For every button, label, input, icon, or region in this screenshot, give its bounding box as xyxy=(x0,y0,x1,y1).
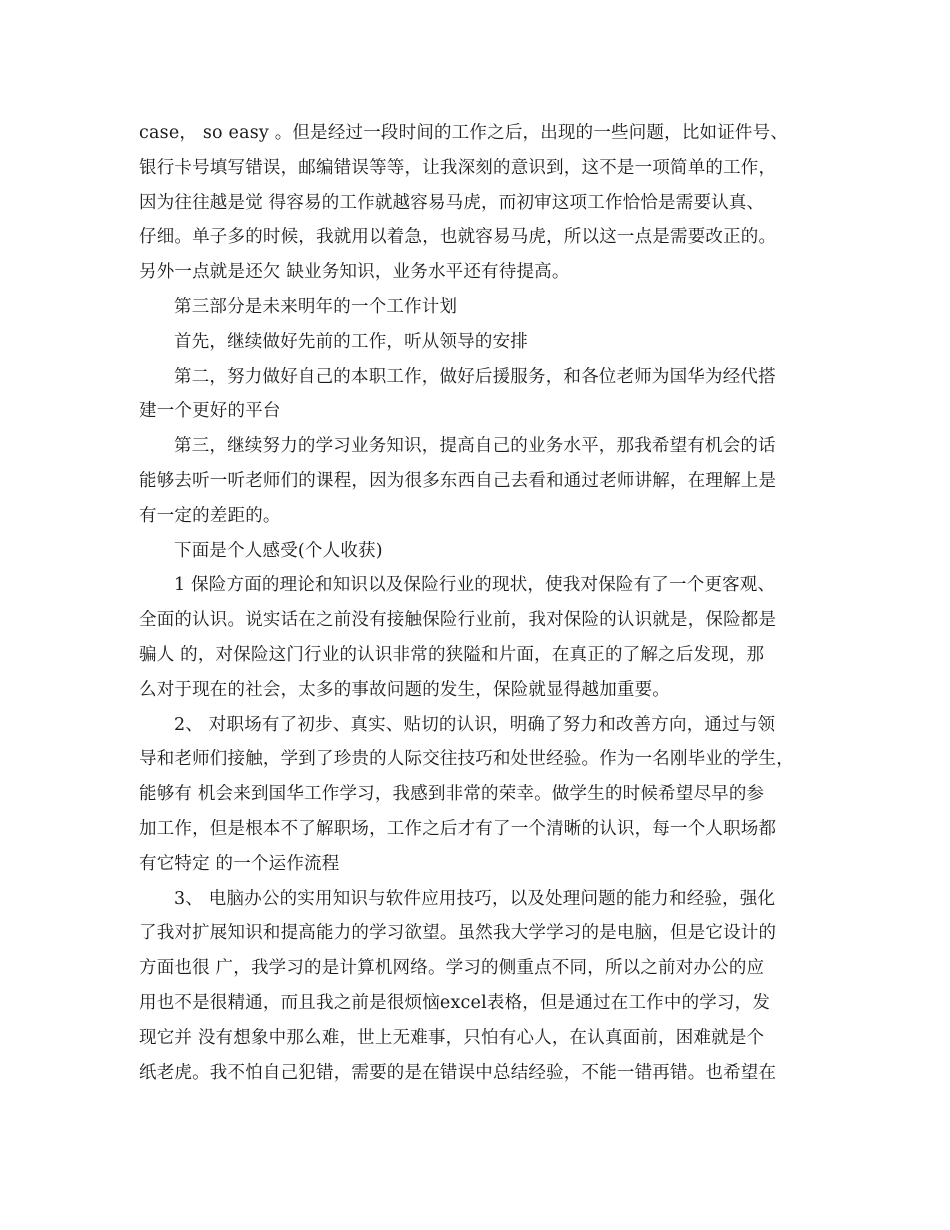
text-line: 导和老师们接触，学到了珍贵的人际交往技巧和处世经验。作为一名刚毕业的学生， xyxy=(139,749,794,770)
text-line: 加工作，但是根本不了解职场，工作之后才有了一个清晰的认识，每一个人职场都 xyxy=(139,818,777,839)
text-line: 用也不是很精通，而且我之前是很烦恼excel表格，但是通过在工作中的学习，发 xyxy=(139,992,771,1013)
text-line: 下面是个人感受(个人收获) xyxy=(174,540,383,561)
text-line: 有一定的差距的。 xyxy=(139,505,281,526)
text-line: 方面也很 广，我学习的是计算机网络。学习的侧重点不同，所以之前对办公的应 xyxy=(139,958,765,979)
text-line: 骗人 的，对保险这门行业的认识非常的狭隘和片面，在真正的了解之后发现，那 xyxy=(139,644,765,665)
text-line: 建一个更好的平台 xyxy=(139,401,281,422)
text-line: 首先，继续做好先前的工作，听从领导的安排 xyxy=(174,331,528,352)
text-line: 纸老虎。我不怕自己犯错，需要的是在错误中总结经验，不能一错再错。也希望在 xyxy=(139,1062,777,1083)
text-line: 第二，努力做好自己的本职工作，做好后援服务，和各位老师为国华为经代搭 xyxy=(174,366,776,387)
document-body xyxy=(139,116,829,1090)
text-line: 银行卡号填写错误，邮编错误等等，让我深刻的意识到，这不是一项简单的工作， xyxy=(139,157,777,178)
text-line: 么对于现在的社会，太多的事故问题的发生，保险就显得越加重要。 xyxy=(139,679,670,700)
text-line: case， so easy 。但是经过一段时间的工作之后，出现的一些问题，比如证件号、 xyxy=(139,123,789,143)
text-line: 第三部分是未来明年的一个工作计划 xyxy=(174,296,458,317)
text-line: 了我对扩展知识和提高能力的学习欲望。虽然我大学学习的是电脑，但是它设计的 xyxy=(139,923,777,944)
text-line: 能够去听一听老师们的课程，因为很多东西自己去看和通过老师讲解，在理解上是 xyxy=(139,470,777,491)
text-line: 3、 电脑办公的实用知识与软件应用技巧，以及处理问题的能力和经验，强化 xyxy=(174,888,776,909)
text-line: 有它特定 的一个运作流程 xyxy=(139,853,340,874)
text-line: 2、 对职场有了初步、真实、贴切的认识，明确了努力和改善方向，通过与领 xyxy=(174,714,776,735)
text-line: 仔细。单子多的时候，我就用以着急，也就容易马虎，所以这一点是需要改正的。 xyxy=(139,227,777,248)
text-line: 第三，继续努力的学习业务知识，提高自己的业务水平，那我希望有机会的话 xyxy=(174,436,776,457)
text-line: 因为往往越是觉 得容易的工作就越容易马虎，而初审这项工作恰恰是需要认真、 xyxy=(139,192,765,213)
text-line: 1 保险方面的理论和知识以及保险行业的现状，使我对保险有了一个更客观、 xyxy=(174,575,776,596)
text-line: 全面的认识。说实话在之前没有接触保险行业前，我对保险的认识就是，保险都是 xyxy=(139,610,777,631)
text-line: 能够有 机会来到国华工作学习，我感到非常的荣幸。做学生的时候希望尽早的参 xyxy=(139,784,765,805)
text-line: 现它并 没有想象中那么难，世上无难事，只怕有心人，在认真面前，困难就是个 xyxy=(139,1027,765,1048)
text-line: 另外一点就是还欠 缺业务知识，业务水平还有待提高。 xyxy=(139,262,570,283)
